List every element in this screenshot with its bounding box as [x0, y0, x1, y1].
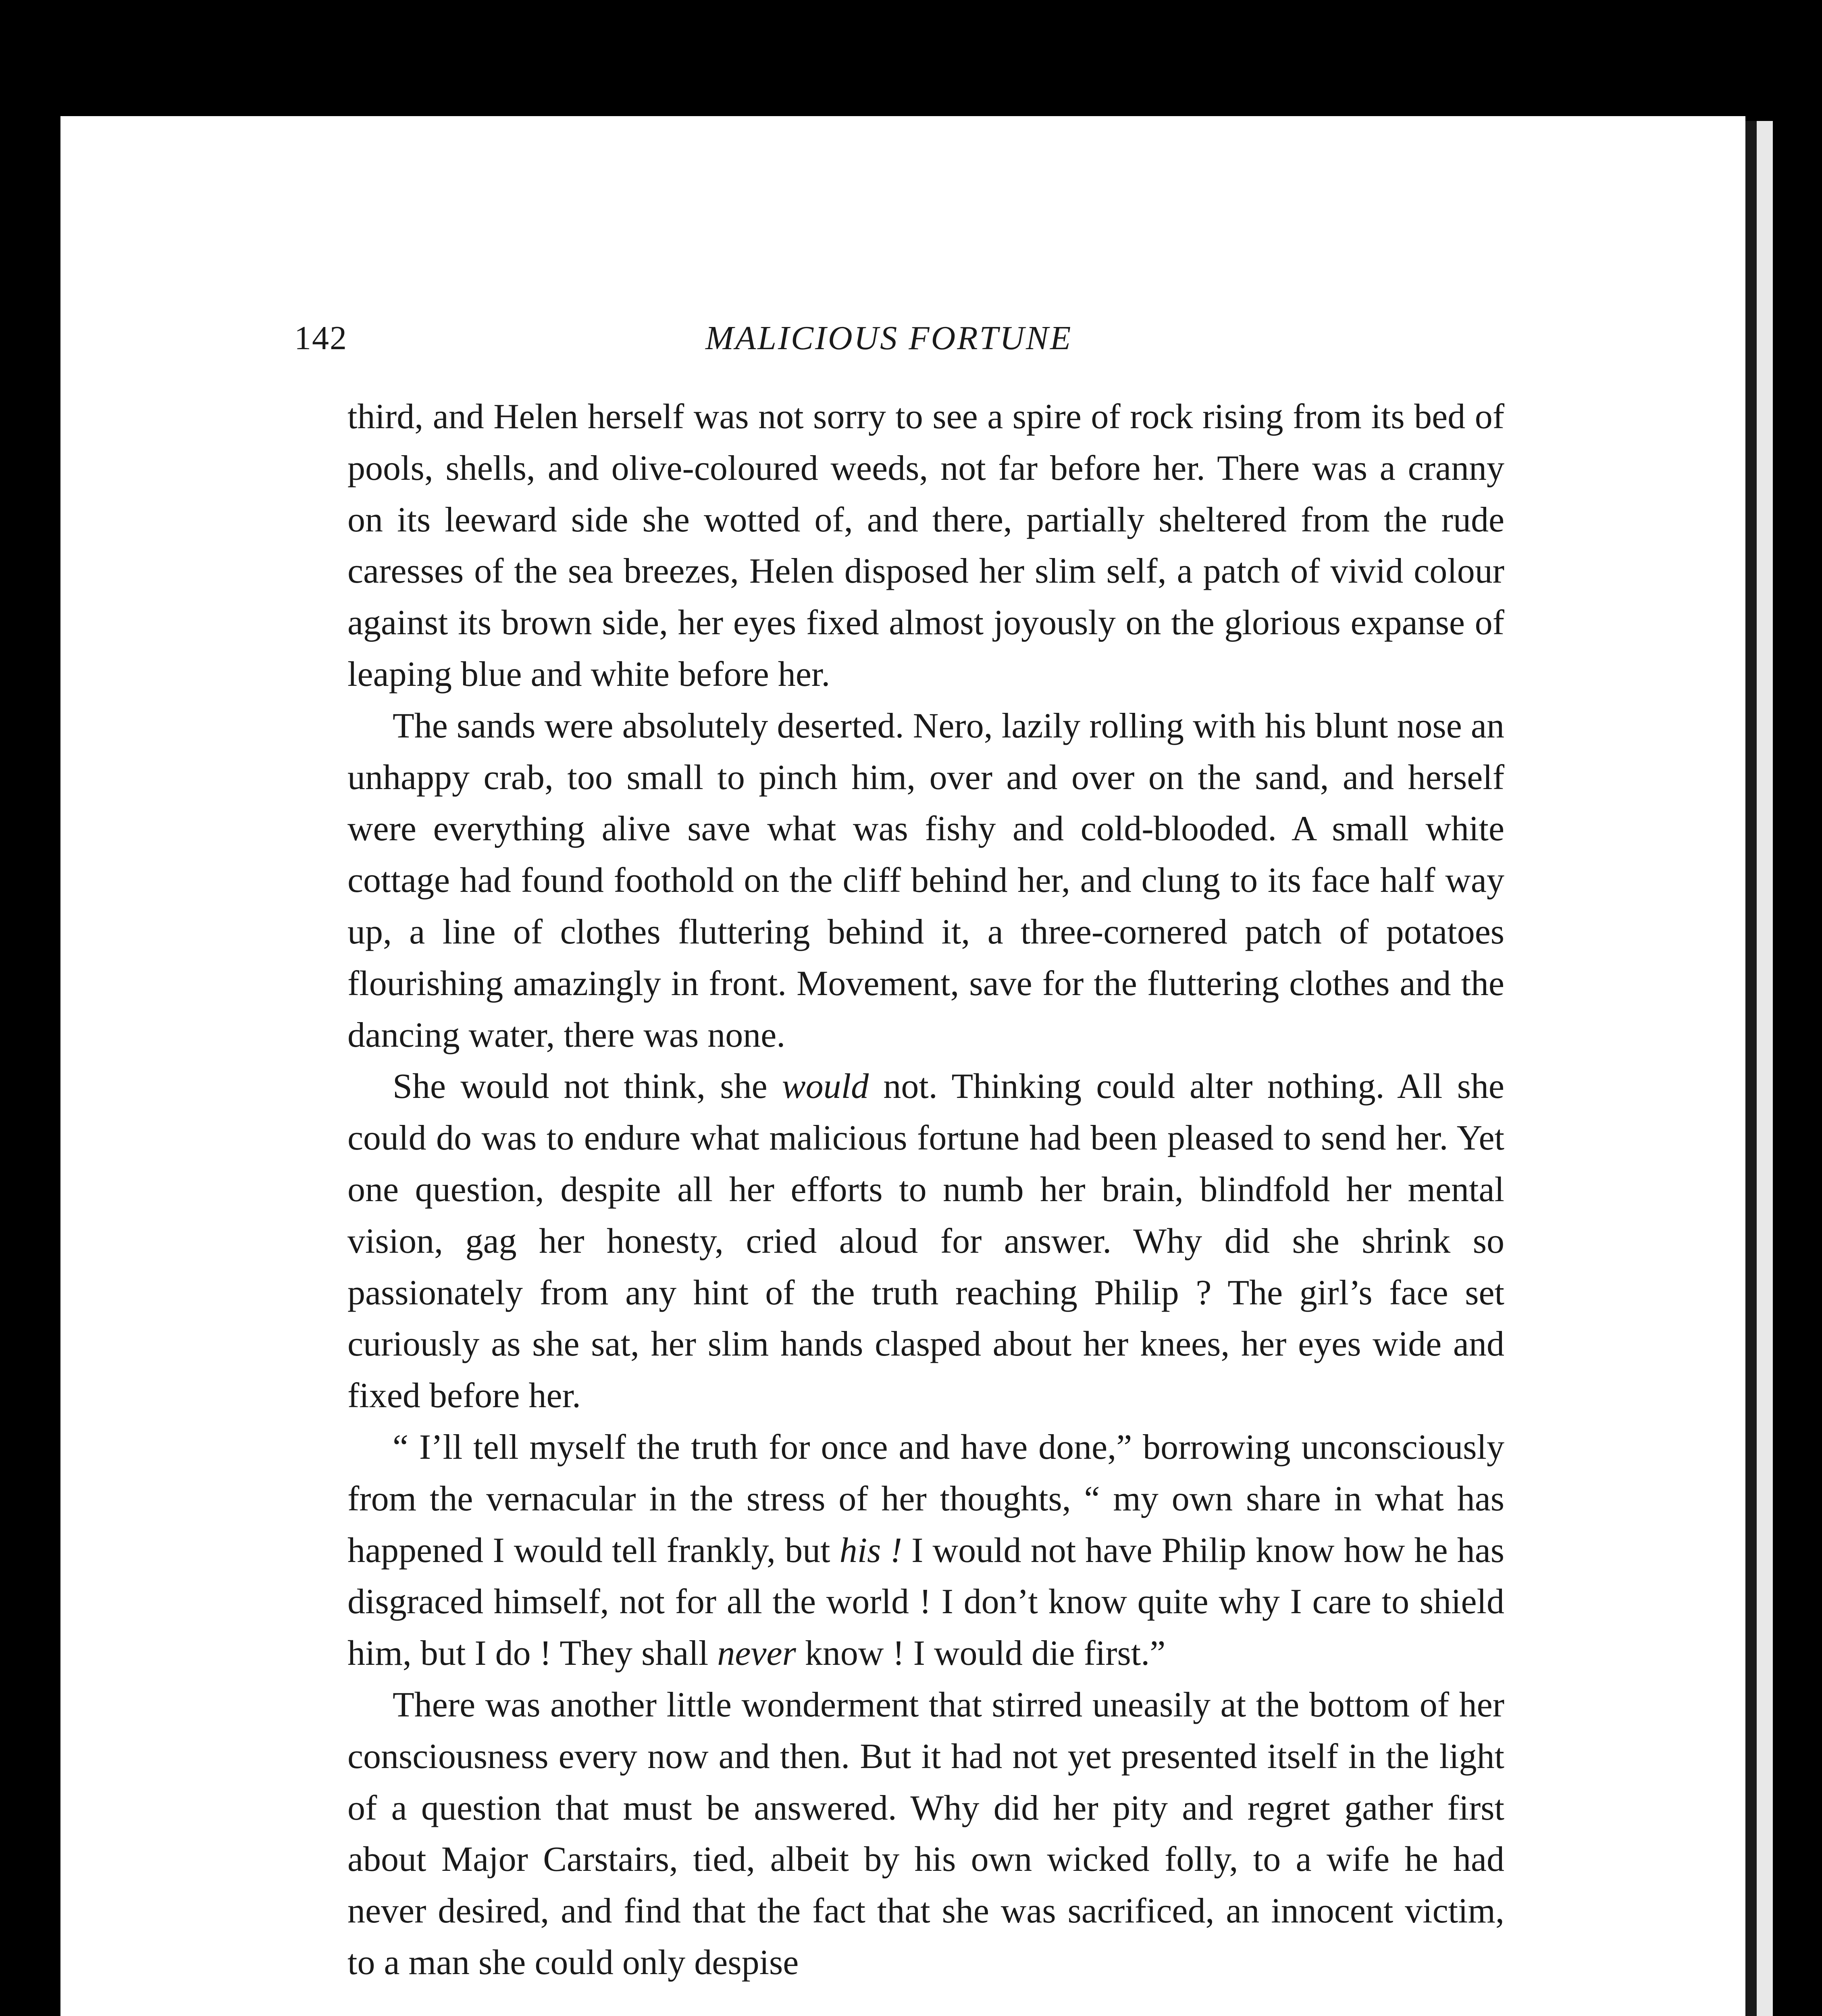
paragraph-5: There was another little wonderment that stirred uneasily at the bottom of her consciousness every now and then. But it had not yet presented itself in the light of a question that must be answered. Why did her pity and regret gather first about Major Carstairs, tied, albeit by his own wicked folly, to a wife he had never desired, and find that the fact that she was sacrificed, an innocent victim, to a man she could only despise	[347, 1685, 1504, 1982]
paragraph-3-part-2: not. Thinking could alter nothing. All she could do was to endure what malicious fortune had been pleased to send her. Yet one question, despite all her efforts to numb her brain, blindfold her mental vision, gag her honesty, cried aloud for answer. Why did she shrink so passionately from any hint of the truth reaching Philip ? The girl’s face set curiously as she sat, her slim hands clasped about her knees, her eyes wide and fixed before her.	[347, 1067, 1504, 1416]
paragraph-1: third, and Helen herself was not sorry to see a spire of rock rising from its bed of pools, shells, and olive-coloured weeds, not far before her. There was a cranny on its leeward side she wotted of, and there, partially sheltered from the rude caresses of the sea breezes, Helen disposed her slim self, a patch of vivid colour against its brown side, her eyes fixed almost joyously on the glorious expanse of leaping blue and white before her.	[347, 397, 1504, 694]
body-text	[347, 391, 1504, 1989]
paragraph-3-part-1: She would not think, she	[393, 1067, 782, 1106]
paragraph-2: The sands were absolutely deserted. Nero, lazily rolling with his blunt nose an unhappy crab, too small to pinch him, over and over on the sand, and herself were everything alive save what was fishy and cold-blooded. A small white cottage had found foothold on the cliff behind her, and clung to its face half way up, a line of clothes fluttering behind it, a three-cornered patch of potatoes flourishing amazingly in front. Movement, save for the fluttering clothes and the dancing water, there was none.	[347, 706, 1504, 1055]
paragraph-3	[347, 1061, 1504, 1422]
facing-page-edge	[1757, 121, 1773, 2016]
book-spine-shadow	[1745, 121, 1757, 2016]
running-title: MALICIOUS FORTUNE	[705, 319, 1073, 357]
paragraph-4	[347, 1422, 1504, 1679]
page-number: 142	[294, 319, 347, 357]
paragraph-3-emphasis: would	[782, 1067, 869, 1106]
paragraph-4-part-3: know ! I would die first.”	[796, 1634, 1166, 1673]
paragraph-4-part-1: “ I’ll tell myself the truth for once and have done,” borrowing unconsciously from the vernacular in the stress of her thoughts, “ my own share in what has happened I would tell frankly, but	[347, 1427, 1504, 1570]
paragraph-4-emphasis-1: his !	[839, 1531, 902, 1570]
running-head	[294, 319, 1504, 371]
paragraph-4-emphasis-2: never	[717, 1634, 796, 1673]
paragraph-4-part-2: I would not have Philip know how he has disgraced himself, not for all the world ! I don’t know quite why I care to shield him, but I do ! They shall	[347, 1531, 1505, 1673]
